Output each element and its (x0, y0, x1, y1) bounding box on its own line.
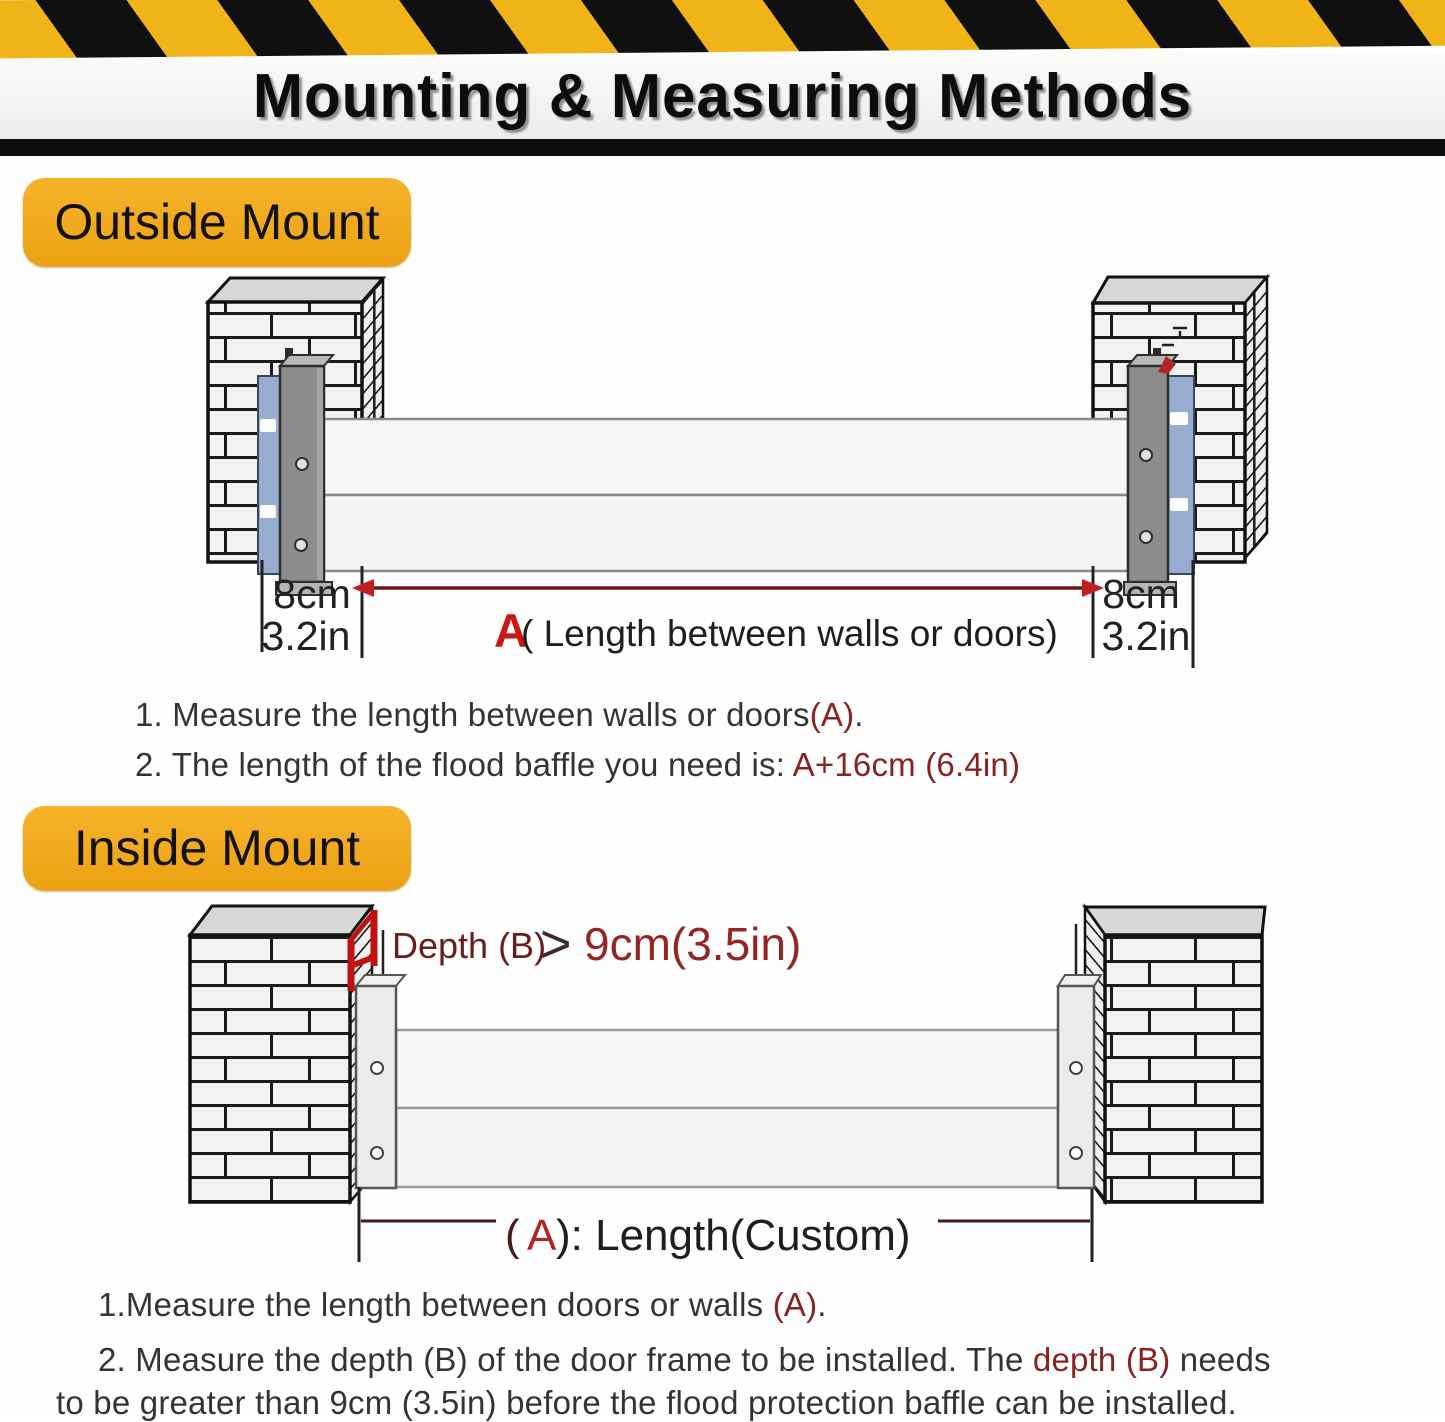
outside-step-2: 2. The length of the flood baffle you need is: A+16cm (6.4in) (135, 746, 1021, 783)
dimension-lines-outside (262, 560, 1193, 668)
right-offset-cm: 8cm (1102, 571, 1180, 617)
right-offset-in: 3.2in (1101, 613, 1191, 659)
outside-step-1: 1. Measure the length between walls or doors(A). (135, 696, 864, 733)
outside-mount-label: Outside Mount (23, 178, 411, 267)
flood-baffle (323, 419, 1128, 571)
inside-step-2-line2: to be greater than 9cm (3.5in) before the flood protection baffle can be installed. (56, 1384, 1237, 1421)
outside-mount-diagram (0, 258, 1445, 678)
inside-mount-diagram (0, 880, 1445, 1270)
inside-step-1: 1.Measure the length between doors or walls (A). (98, 1286, 827, 1323)
flood-baffle-inside (396, 1030, 1058, 1187)
depth-annotation: Depth (B) > 9cm(3.5in) (392, 914, 802, 974)
right-brick-pillar-inside (1085, 907, 1265, 1202)
left-offset-cm: 8cm (273, 571, 351, 617)
inside-step-2-line1: 2. Measure the depth (B) of the door frame to be installed. The depth (B) needs (98, 1341, 1271, 1378)
length-a-label: A ( Length between walls or doors) (494, 604, 1058, 657)
hazard-stripe-banner (0, 0, 1445, 58)
inside-mount-label: Inside Mount (23, 806, 411, 891)
length-custom-label: ( A ): Length(Custom) (505, 1211, 911, 1260)
left-offset-in: 3.2in (261, 613, 351, 659)
left-mounting-bracket (258, 348, 333, 595)
page-title: Mounting & Measuring Methods (252, 62, 1193, 131)
left-brick-pillar-inside (190, 906, 372, 1202)
header-divider-bar (0, 139, 1445, 156)
dimension-lines-inside (359, 1187, 1092, 1262)
